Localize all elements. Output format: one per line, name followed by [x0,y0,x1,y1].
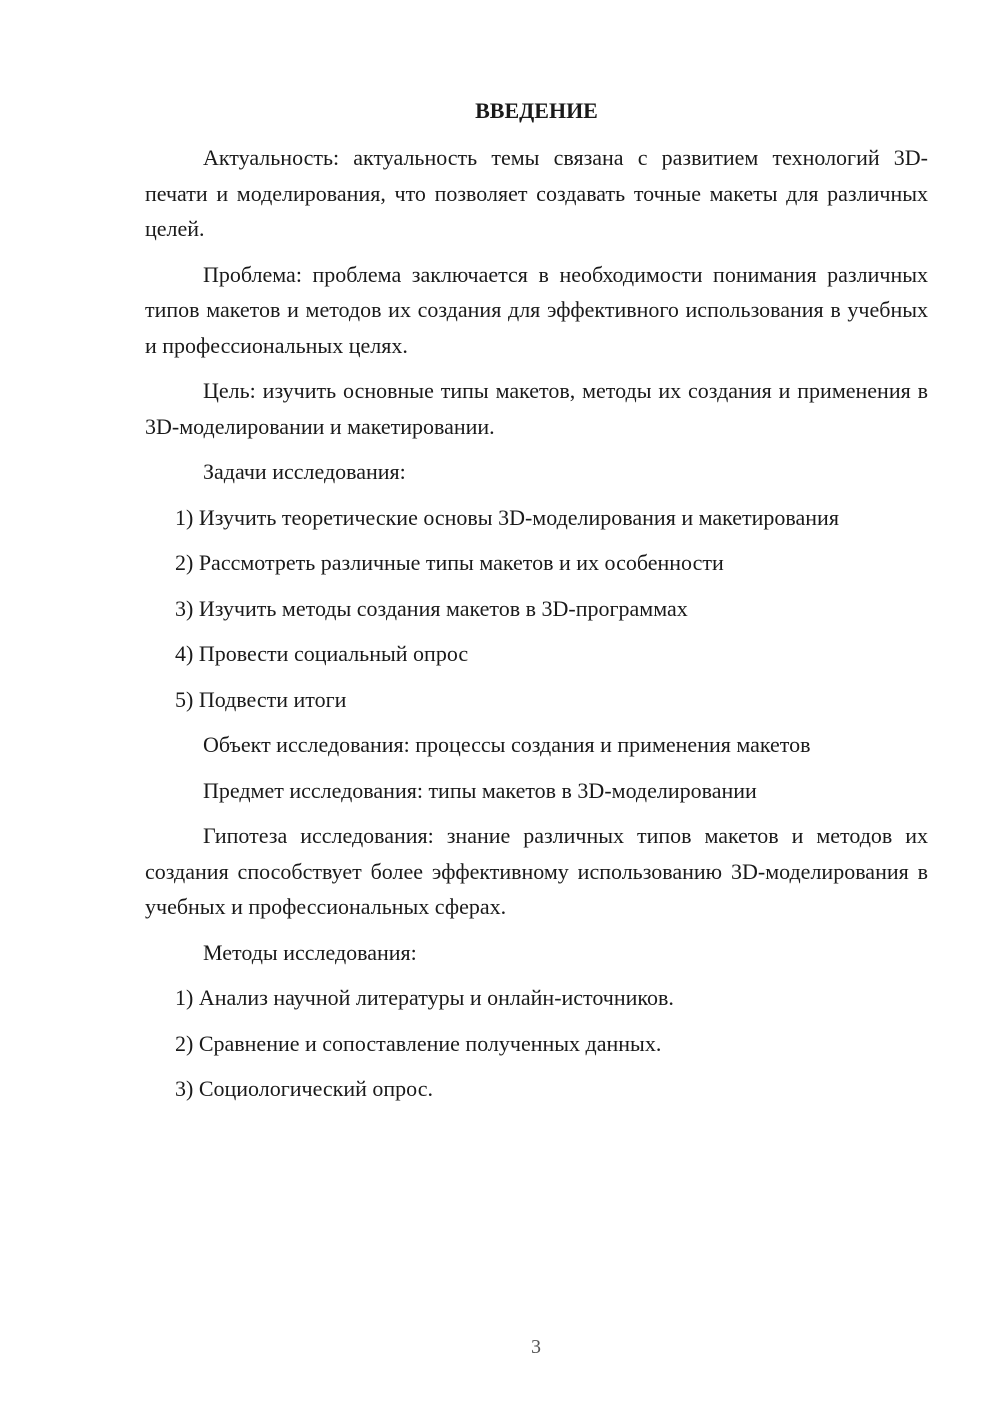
list-item: 5) Подвести итоги [175,686,347,712]
methods-label: Методы исследования: [203,939,417,965]
problem-paragraph: Проблема: проблема заключается в необходимости понимания различных типов макетов и методов их создания для эффективного использования в учебных и профессиональных целях. [145,261,928,358]
list-item: 1) Изучить теоретические основы 3D-моделирования и макетирования [175,504,839,530]
list-item: 4) Провести социальный опрос [175,641,469,666]
document-body [145,140,928,1117]
page-number: 3 [531,1336,541,1358]
list-item: 2) Рассмотреть различные типы макетов и их особенности [175,550,724,575]
goal-paragraph: Цель: изучить основные типы макетов, методы их создания и применения в 3D-моделировании и макетировании. [145,378,928,439]
tasks-label: Задачи исследования: [203,459,406,484]
list-item: 3) Изучить методы создания макетов в 3D-программах [175,595,688,621]
list-item: 1) Анализ научной литературы и онлайн-источников. [175,985,674,1010]
subject-paragraph: Предмет исследования: типы макетов в 3D-моделировании [203,777,757,803]
section-title: ВВЕДЕНИЕ [475,98,598,123]
list-item: 3) Социологический опрос. [175,1076,433,1101]
tasks-list [145,500,928,718]
relevance-paragraph: Актуальность: актуальность темы связана с развитием технологий 3D-печати и моделирования, что позволяет создавать точные макеты для различных целей. [145,145,928,241]
list-item: 2) Сравнение и сопоставление полученных данных. [175,1030,662,1056]
hypothesis-paragraph: Гипотеза исследования: знание различных типов макетов и методов их создания способствует более эффективному использованию 3D-моделирования в учебных и профессиональных сферах. [145,823,928,919]
object-paragraph: Объект исследования: процессы создания и применения макетов [203,732,811,757]
methods-list [145,980,928,1107]
